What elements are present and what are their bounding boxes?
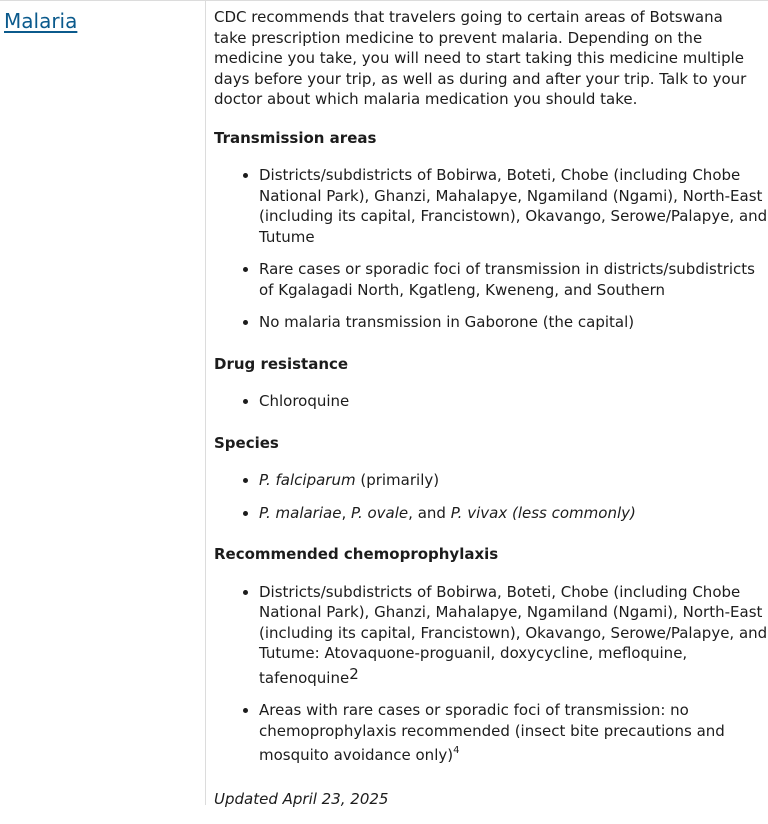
- species-note: (primarily): [355, 471, 440, 489]
- species-name: P. malariae: [259, 503, 342, 522]
- footnote-ref[interactable]: 2: [349, 664, 359, 683]
- list-item: • Chloroquine: [259, 391, 768, 412]
- transmission-areas-list: [214, 165, 768, 333]
- chemoprophylaxis-text: Districts/subdistricts of Bobirwa, Boteti, Chobe (including Chobe National Park), Ghanzi, Mahalapye, Ngamiland (Ngami), North-East (including its capital, Francistown), Okavango, Serowe/Palapye, and Tutume: Atovaquone-proguanil, doxycycline, mefloquine, tafenoquine: [259, 582, 768, 687]
- list-item: • Rare cases or sporadic foci of transmission in districts/subdistricts of Kgalagadi North, Kgatleng, Kweneng, and Southern: [259, 259, 768, 300]
- list-item: [259, 503, 768, 524]
- species-name: P. vivax: [450, 503, 508, 522]
- species-note: (less commonly): [507, 503, 636, 522]
- intro-paragraph: CDC recommends that travelers going to certain areas of Botswana take prescription medicine to prevent malaria. Depending on the medicine you take, you will need to start taking this medicine multiple days before your trip, as well as during and after your trip. Talk to your doctor about which malaria medication you should take.: [214, 8, 747, 108]
- list-item: [259, 470, 768, 491]
- drug-resistance-list: [214, 391, 768, 412]
- transmission-areas-heading: Transmission areas: [214, 128, 377, 147]
- species-list: [214, 470, 768, 523]
- chemoprophylaxis-list: [214, 582, 768, 766]
- chemoprophylaxis-heading: Recommended chemoprophylaxis: [214, 545, 499, 563]
- topic-cell: [0, 1, 206, 805]
- list-item: • Districts/subdistricts of Bobirwa, Boteti, Chobe (including Chobe National Park), Ghanzi, Mahalapye, Ngamiland (Ngami), North-East (including its capital, Francistown), Okavango, Serowe/Palapye, and Tutume: [259, 165, 768, 247]
- species-name: P. falciparum: [259, 471, 356, 489]
- chemoprophylaxis-text: Areas with rare cases or sporadic foci of transmission: no chemoprophylaxis recommended (insect bite precautions and mosquito avoidance only): [259, 701, 725, 764]
- details-cell: [214, 1, 768, 824]
- drug-resistance-heading: Drug resistance: [214, 354, 349, 373]
- updated-date: Updated April 23, 2025: [214, 789, 389, 808]
- separator: ,: [341, 503, 351, 522]
- malaria-topic-link[interactable]: Malaria: [4, 9, 78, 33]
- separator: , and: [408, 503, 451, 522]
- footnote-ref[interactable]: 4: [453, 745, 460, 756]
- list-item: [259, 582, 768, 689]
- list-item: • No malaria transmission in Gaborone (the capital): [259, 312, 768, 333]
- species-heading: Species: [214, 433, 279, 452]
- list-item: [259, 700, 768, 766]
- species-name: P. ovale: [350, 503, 409, 522]
